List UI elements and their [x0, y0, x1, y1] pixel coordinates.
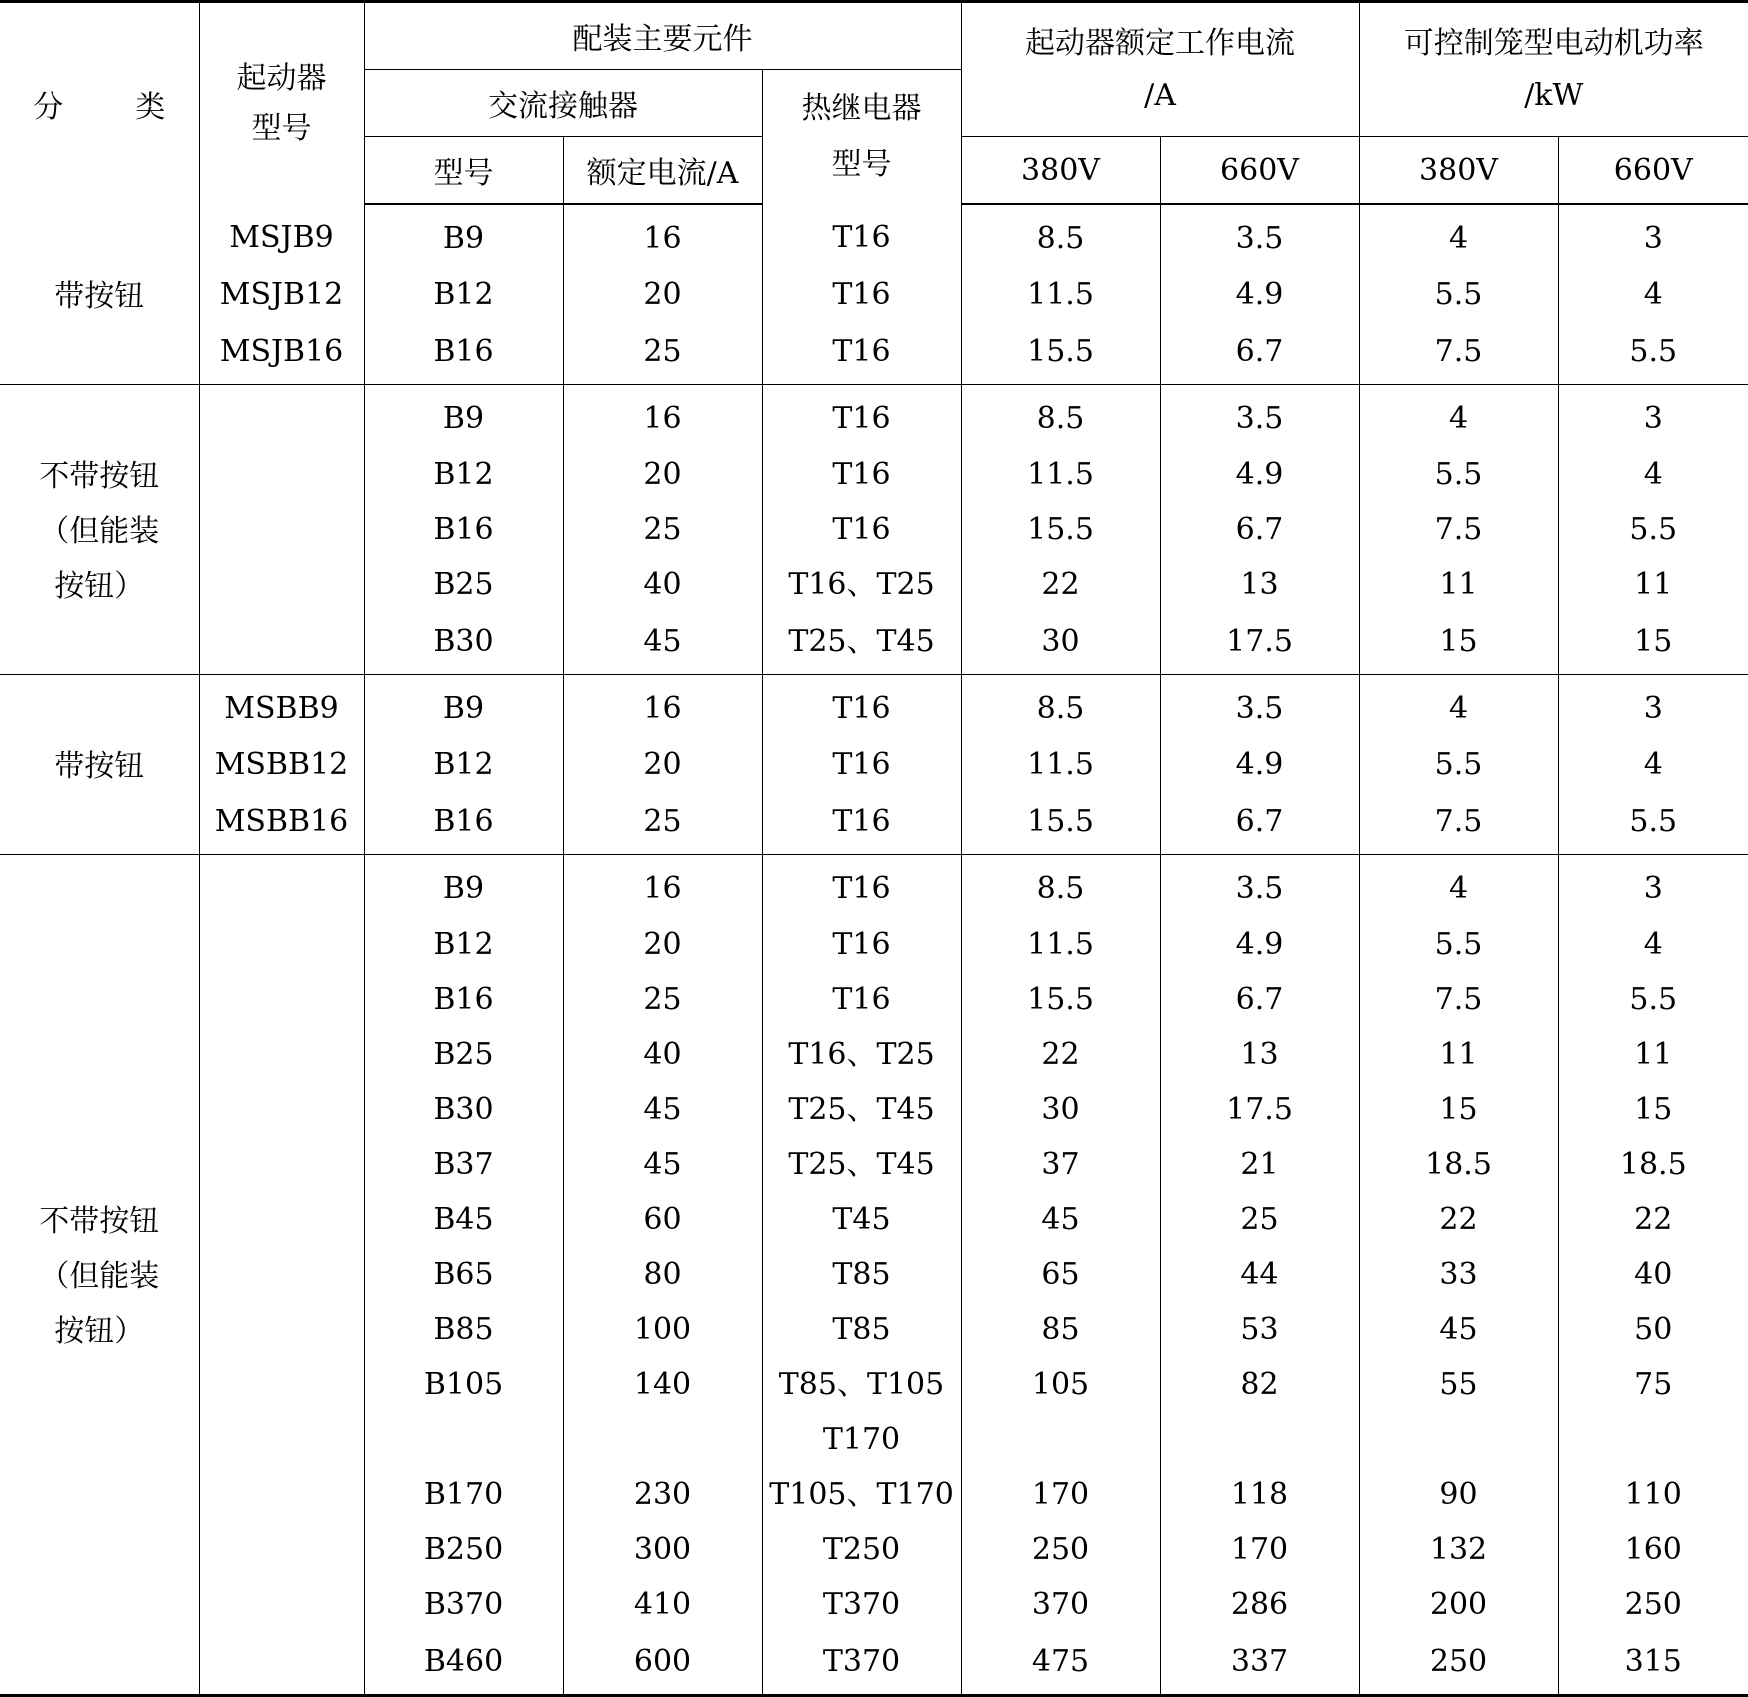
power-380v-cell: 55: [1359, 1357, 1558, 1412]
starter-model-cell: [199, 1577, 364, 1632]
current-380v-cell: 30: [961, 1082, 1160, 1137]
power-380v-cell: 7.5: [1359, 792, 1558, 855]
contactor-rated-current-cell: 25: [563, 972, 762, 1027]
table-row: [0, 917, 1748, 972]
header-thermal-relay: 热继电器 型号: [762, 70, 961, 205]
contactor-rated-current-cell: 600: [563, 1632, 762, 1696]
contactor-model-cell: B16: [364, 502, 563, 557]
power-380v-cell: 4: [1359, 855, 1558, 918]
starter-model-cell: MSBB16: [199, 792, 364, 855]
current-380v-cell: 30: [961, 612, 1160, 675]
contactor-model-cell: B45: [364, 1192, 563, 1247]
contactor-rated-current-cell: 45: [563, 1137, 762, 1192]
contactor-model-cell: [364, 1412, 563, 1467]
starter-model-cell: MSJB16: [199, 322, 364, 385]
thermal-relay-cell: T25、T45: [762, 612, 961, 675]
power-380v-cell: 33: [1359, 1247, 1558, 1302]
power-380v-cell: 18.5: [1359, 1137, 1558, 1192]
current-380v-cell: 37: [961, 1137, 1160, 1192]
current-660v-cell: 4.9: [1160, 447, 1359, 502]
power-380v-cell: 22: [1359, 1192, 1558, 1247]
table-row: [0, 557, 1748, 612]
header-category: 分 类: [0, 2, 199, 205]
contactor-rated-current-cell: 410: [563, 1577, 762, 1632]
current-380v-cell: 22: [961, 557, 1160, 612]
category-line: 不带按钮: [39, 459, 160, 494]
thermal-relay-cell: T16: [762, 737, 961, 792]
starter-model-cell: [199, 1192, 364, 1247]
thermal-relay-cell: T16: [762, 972, 961, 1027]
power-660v-cell: 5.5: [1558, 792, 1748, 855]
power-660v-cell: 5.5: [1558, 322, 1748, 385]
table-row: [0, 1137, 1748, 1192]
power-660v-cell: 18.5: [1558, 1137, 1748, 1192]
power-380v-cell: 5.5: [1359, 267, 1558, 322]
contactor-model-cell: B30: [364, 612, 563, 675]
header-motor-power: 可控制笼型电动机功率 /kW: [1359, 2, 1748, 137]
starter-model-cell: MSJB12: [199, 267, 364, 322]
current-380v-cell: 45: [961, 1192, 1160, 1247]
table-row: [0, 972, 1748, 1027]
current-380v-cell: 15.5: [961, 792, 1160, 855]
current-380v-cell: 11.5: [961, 737, 1160, 792]
thermal-relay-cell: T25、T45: [762, 1137, 961, 1192]
contactor-model-cell: B9: [364, 855, 563, 918]
starter-model-cell: MSBB9: [199, 675, 364, 738]
thermal-relay-cell: T370: [762, 1577, 961, 1632]
table-row: [0, 1192, 1748, 1247]
table-row: [0, 737, 1748, 792]
starter-model-cell: [199, 1522, 364, 1577]
current-660v-cell: 6.7: [1160, 972, 1359, 1027]
power-660v-cell: 250: [1558, 1577, 1748, 1632]
contactor-model-cell: B16: [364, 322, 563, 385]
header-contactor-rated-current: 额定电流/A: [563, 137, 762, 205]
contactor-model-cell: B105: [364, 1357, 563, 1412]
table-row: [0, 1357, 1748, 1412]
current-380v-cell: 8.5: [961, 385, 1160, 448]
contactor-rated-current-cell: 40: [563, 557, 762, 612]
table-row: [0, 1467, 1748, 1522]
contactor-model-cell: B16: [364, 792, 563, 855]
table-row: [0, 502, 1748, 557]
thermal-relay-cell: T16: [762, 447, 961, 502]
power-380v-cell: [1359, 1412, 1558, 1467]
power-380v-cell: 5.5: [1359, 447, 1558, 502]
current-380v-cell: 8.5: [961, 855, 1160, 918]
current-660v-cell: 82: [1160, 1357, 1359, 1412]
starter-model-cell: [199, 502, 364, 557]
thermal-relay-cell: T170: [762, 1412, 961, 1467]
starter-model-cell: [199, 1412, 364, 1467]
contactor-rated-current-cell: 16: [563, 385, 762, 448]
power-660v-cell: 75: [1558, 1357, 1748, 1412]
thermal-relay-cell: T16: [762, 502, 961, 557]
contactor-rated-current-cell: 80: [563, 1247, 762, 1302]
power-380v-cell: 5.5: [1359, 917, 1558, 972]
contactor-rated-current-cell: 40: [563, 1027, 762, 1082]
contactor-model-cell: B16: [364, 972, 563, 1027]
contactor-model-cell: B25: [364, 1027, 563, 1082]
thermal-relay-cell: T250: [762, 1522, 961, 1577]
power-380v-cell: 11: [1359, 1027, 1558, 1082]
power-660v-cell: 4: [1558, 267, 1748, 322]
starter-model-cell: [199, 1082, 364, 1137]
current-380v-cell: 15.5: [961, 972, 1160, 1027]
power-660v-cell: 22: [1558, 1192, 1748, 1247]
starter-model-cell: [199, 972, 364, 1027]
current-380v-cell: 65: [961, 1247, 1160, 1302]
table-row: [0, 675, 1748, 738]
power-380v-cell: 7.5: [1359, 322, 1558, 385]
contactor-model-cell: B30: [364, 1082, 563, 1137]
starter-model-cell: [199, 1632, 364, 1696]
power-660v-cell: 4: [1558, 917, 1748, 972]
thermal-relay-cell: T16: [762, 917, 961, 972]
category-line: 不带按钮: [39, 1204, 160, 1239]
current-660v-cell: 6.7: [1160, 502, 1359, 557]
starter-model-cell: [199, 1357, 364, 1412]
current-660v-cell: 337: [1160, 1632, 1359, 1696]
category-line: 按钮）: [54, 1314, 145, 1349]
category-line: 带按钮: [54, 278, 145, 314]
power-660v-cell: 11: [1558, 1027, 1748, 1082]
current-380v-cell: 22: [961, 1027, 1160, 1082]
category-cell: [0, 385, 199, 675]
contactor-rated-current-cell: 230: [563, 1467, 762, 1522]
row-group: [0, 385, 1748, 675]
current-380v-cell: 8.5: [961, 204, 1160, 267]
power-660v-cell: 315: [1558, 1632, 1748, 1696]
starter-model-cell: [199, 1247, 364, 1302]
category-line: （但能装: [39, 514, 160, 549]
power-380v-cell: 132: [1359, 1522, 1558, 1577]
thermal-relay-cell: T16: [762, 322, 961, 385]
contactor-model-cell: B12: [364, 917, 563, 972]
power-380v-cell: 15: [1359, 1082, 1558, 1137]
current-660v-cell: 13: [1160, 1027, 1359, 1082]
thermal-relay-cell: T16: [762, 204, 961, 267]
power-380v-cell: 200: [1359, 1577, 1558, 1632]
current-660v-cell: 6.7: [1160, 792, 1359, 855]
starter-model-cell: [199, 385, 364, 448]
thermal-relay-cell: T25、T45: [762, 1082, 961, 1137]
current-660v-cell: 4.9: [1160, 917, 1359, 972]
category-line: （但能装: [39, 1259, 160, 1294]
table-row: [0, 267, 1748, 322]
contactor-model-cell: B65: [364, 1247, 563, 1302]
current-660v-cell: [1160, 1412, 1359, 1467]
table-row: [0, 1632, 1748, 1696]
current-660v-cell: 17.5: [1160, 1082, 1359, 1137]
table-header: [0, 2, 1748, 205]
table-row: [0, 204, 1748, 267]
power-380v-cell: 90: [1359, 1467, 1558, 1522]
contactor-rated-current-cell: 25: [563, 322, 762, 385]
table-row: [0, 1577, 1748, 1632]
header-contactor-model: 型号: [364, 137, 563, 205]
power-660v-cell: 15: [1558, 612, 1748, 675]
power-660v-cell: 5.5: [1558, 972, 1748, 1027]
power-660v-cell: 15: [1558, 1082, 1748, 1137]
power-660v-cell: 3: [1558, 204, 1748, 267]
contactor-rated-current-cell: 16: [563, 204, 762, 267]
category-line: 按钮）: [54, 569, 145, 604]
starter-model-cell: [199, 1027, 364, 1082]
current-660v-cell: 3.5: [1160, 855, 1359, 918]
current-380v-cell: 11.5: [961, 447, 1160, 502]
table-row: [0, 792, 1748, 855]
contactor-rated-current-cell: 25: [563, 792, 762, 855]
current-660v-cell: 21: [1160, 1137, 1359, 1192]
table-row: [0, 385, 1748, 448]
contactor-model-cell: B12: [364, 447, 563, 502]
starter-model-cell: [199, 1302, 364, 1357]
header-starter-rated-current: 起动器额定工作电流 /A: [961, 2, 1359, 137]
starter-model-cell: [199, 1467, 364, 1522]
thermal-relay-cell: T16: [762, 267, 961, 322]
row-group: [0, 204, 1748, 385]
contactor-rated-current-cell: 300: [563, 1522, 762, 1577]
header-main-components: 配装主要元件: [364, 2, 961, 70]
category-cell: [0, 204, 199, 385]
contactor-model-cell: B85: [364, 1302, 563, 1357]
contactor-model-cell: B25: [364, 557, 563, 612]
power-380v-cell: 4: [1359, 204, 1558, 267]
header-ac-contactor: 交流接触器: [364, 70, 762, 137]
current-660v-cell: 44: [1160, 1247, 1359, 1302]
row-group: [0, 855, 1748, 1696]
thermal-relay-cell: T45: [762, 1192, 961, 1247]
header-current-380v: 380V: [961, 137, 1160, 205]
contactor-model-cell: B460: [364, 1632, 563, 1696]
current-380v-cell: 105: [961, 1357, 1160, 1412]
thermal-relay-cell: T16: [762, 675, 961, 738]
power-380v-cell: 250: [1359, 1632, 1558, 1696]
thermal-relay-cell: T16、T25: [762, 557, 961, 612]
power-380v-cell: 4: [1359, 385, 1558, 448]
current-660v-cell: 13: [1160, 557, 1359, 612]
table-row: [0, 1027, 1748, 1082]
thermal-relay-cell: T16、T25: [762, 1027, 961, 1082]
contactor-model-cell: B9: [364, 385, 563, 448]
current-380v-cell: [961, 1412, 1160, 1467]
current-660v-cell: 25: [1160, 1192, 1359, 1247]
contactor-model-cell: B170: [364, 1467, 563, 1522]
contactor-rated-current-cell: 45: [563, 1082, 762, 1137]
header-power-380v: 380V: [1359, 137, 1558, 205]
category-cell: [0, 675, 199, 855]
table-row: [0, 1302, 1748, 1357]
power-660v-cell: 3: [1558, 385, 1748, 448]
power-380v-cell: 15: [1359, 612, 1558, 675]
contactor-rated-current-cell: 16: [563, 675, 762, 738]
contactor-rated-current-cell: 45: [563, 612, 762, 675]
current-380v-cell: 15.5: [961, 502, 1160, 557]
power-660v-cell: 5.5: [1558, 502, 1748, 557]
current-660v-cell: 3.5: [1160, 385, 1359, 448]
current-660v-cell: 118: [1160, 1467, 1359, 1522]
contactor-rated-current-cell: [563, 1412, 762, 1467]
current-380v-cell: 11.5: [961, 267, 1160, 322]
current-380v-cell: 85: [961, 1302, 1160, 1357]
current-660v-cell: 17.5: [1160, 612, 1359, 675]
thermal-relay-cell: T85: [762, 1247, 961, 1302]
starter-model-cell: [199, 1137, 364, 1192]
contactor-rated-current-cell: 20: [563, 917, 762, 972]
power-660v-cell: 110: [1558, 1467, 1748, 1522]
current-660v-cell: 53: [1160, 1302, 1359, 1357]
contactor-rated-current-cell: 100: [563, 1302, 762, 1357]
current-660v-cell: 3.5: [1160, 675, 1359, 738]
contactor-model-cell: B12: [364, 267, 563, 322]
contactor-rated-current-cell: 20: [563, 737, 762, 792]
table-row: [0, 855, 1748, 918]
contactor-rated-current-cell: 140: [563, 1357, 762, 1412]
current-660v-cell: 3.5: [1160, 204, 1359, 267]
contactor-model-cell: B370: [364, 1577, 563, 1632]
contactor-rated-current-cell: 60: [563, 1192, 762, 1247]
power-660v-cell: 50: [1558, 1302, 1748, 1357]
current-660v-cell: 286: [1160, 1577, 1359, 1632]
power-380v-cell: 7.5: [1359, 972, 1558, 1027]
current-660v-cell: 170: [1160, 1522, 1359, 1577]
current-380v-cell: 15.5: [961, 322, 1160, 385]
power-380v-cell: 5.5: [1359, 737, 1558, 792]
power-660v-cell: 160: [1558, 1522, 1748, 1577]
current-380v-cell: 8.5: [961, 675, 1160, 738]
thermal-relay-cell: T16: [762, 855, 961, 918]
power-660v-cell: [1558, 1412, 1748, 1467]
starter-model-cell: [199, 447, 364, 502]
power-660v-cell: 4: [1558, 447, 1748, 502]
starter-model-cell: [199, 612, 364, 675]
row-group: [0, 675, 1748, 855]
thermal-relay-cell: T16: [762, 792, 961, 855]
power-380v-cell: 4: [1359, 675, 1558, 738]
current-660v-cell: 4.9: [1160, 737, 1359, 792]
contactor-rated-current-cell: 20: [563, 447, 762, 502]
table-row: [0, 447, 1748, 502]
contactor-rated-current-cell: 16: [563, 855, 762, 918]
table-row: [0, 1082, 1748, 1137]
table-row: [0, 1412, 1748, 1467]
header-starter-model: 起动器 型号: [199, 2, 364, 205]
starter-model-cell: MSJB9: [199, 204, 364, 267]
current-380v-cell: 475: [961, 1632, 1160, 1696]
header-current-660v: 660V: [1160, 137, 1359, 205]
contactor-model-cell: B250: [364, 1522, 563, 1577]
current-380v-cell: 250: [961, 1522, 1160, 1577]
starter-model-cell: [199, 917, 364, 972]
power-660v-cell: 11: [1558, 557, 1748, 612]
power-380v-cell: 45: [1359, 1302, 1558, 1357]
power-660v-cell: 3: [1558, 855, 1748, 918]
contactor-model-cell: B12: [364, 737, 563, 792]
power-380v-cell: 7.5: [1359, 502, 1558, 557]
contactor-rated-current-cell: 20: [563, 267, 762, 322]
current-380v-cell: 370: [961, 1577, 1160, 1632]
contactor-model-cell: B37: [364, 1137, 563, 1192]
current-660v-cell: 6.7: [1160, 322, 1359, 385]
starter-model-cell: [199, 855, 364, 918]
thermal-relay-cell: T85: [762, 1302, 961, 1357]
current-380v-cell: 11.5: [961, 917, 1160, 972]
current-660v-cell: 4.9: [1160, 267, 1359, 322]
table-row: [0, 1247, 1748, 1302]
category-line: 带按钮: [54, 749, 145, 784]
contactor-rated-current-cell: 25: [563, 502, 762, 557]
category-cell: [0, 855, 199, 1696]
table-row: [0, 1522, 1748, 1577]
thermal-relay-cell: T85、T105: [762, 1357, 961, 1412]
power-660v-cell: 4: [1558, 737, 1748, 792]
power-660v-cell: 3: [1558, 675, 1748, 738]
table-row: [0, 612, 1748, 675]
thermal-relay-cell: T370: [762, 1632, 961, 1696]
contactor-model-cell: B9: [364, 675, 563, 738]
starter-model-cell: MSBB12: [199, 737, 364, 792]
thermal-relay-cell: T16: [762, 385, 961, 448]
header-power-660v: 660V: [1558, 137, 1748, 205]
table-row: [0, 322, 1748, 385]
power-660v-cell: 40: [1558, 1247, 1748, 1302]
starter-model-cell: [199, 557, 364, 612]
power-380v-cell: 11: [1359, 557, 1558, 612]
current-380v-cell: 170: [961, 1467, 1160, 1522]
contactor-model-cell: B9: [364, 204, 563, 267]
thermal-relay-cell: T105、T170: [762, 1467, 961, 1522]
